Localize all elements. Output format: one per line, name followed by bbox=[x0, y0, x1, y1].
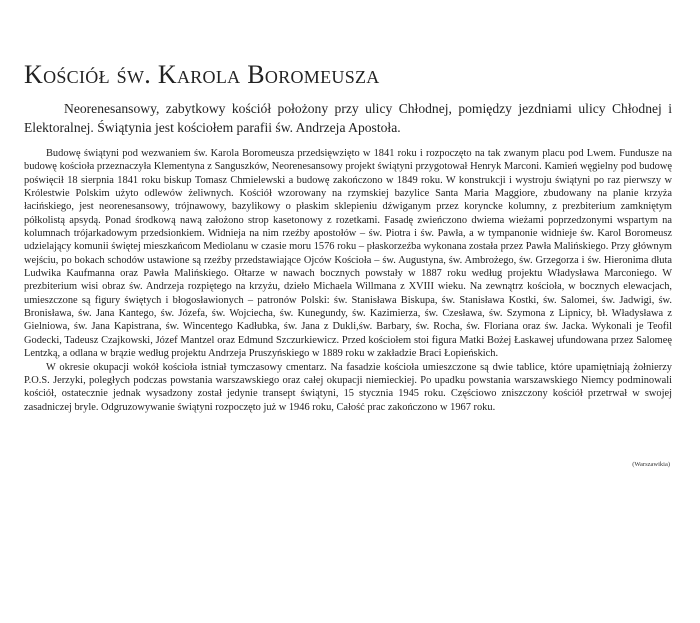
article-title: Kościół św. Karola Boromeusza bbox=[24, 60, 380, 89]
body-paragraph: W okresie okupacji wokół kościoła istniał tymczasowy cmentarz. Na fasadzie kościoła umieszczone są dwie tablice, które upamiętniają żołnierzy P.O.S. Jerzyki, poległych podczas powstania warszawskiego oraz całej okupacji niemieckiej. Po upadku powstania warszawskiego Niemcy podminowali kościół, ostatecznie jednak wysadzony został jedynie transept świątyni, 15 stycznia 1945 roku. Częściowo zniszczony kościół przetrwał w swojej zasadniczej bryle. Odgruzowywanie świątyni rozpoczęto już w 1946 roku, Całość prac zakończono w 1967 roku. bbox=[24, 361, 672, 413]
body-paragraph: Budowę świątyni pod wezwaniem św. Karola Boromeusza przedsięwzięto w 1841 roku i rozpoczęto na tak zwanym placu pod Lwem. Fundusze na budowę kościoła przeznaczyła Klementyna z Sanguszków, Neorenesansowy projekt świątyni przygotował Henryk Marconi. Kamień węgielny pod budowę poświęcił 18 sierpnia 1841 roku biskup Tomasz Chmielewski a budowę zakończono w 1849 roku. W konstrukcji i wystroju świątyni po raz pierwszy w Królestwie Polskim użyto odlewów żeliwnych. Kościół wzorowany na rzymskiej bazylice Santa Maria Maggiore, zbudowany na planie krzyża łacińskiego, jest neorenesansowy, trójnawowy, bazylikowy o płaskim sklepieniu dźwiganym przez koryncke kolumny, z prezbiterium zamkniętym półkolistą apsydą. Ponad środkową nawą założono strop kasetonowy z rozetkami. Fasadę zwieńczono dwiema wieżami poprzedzonymi wspartym na kolumnach trójarkadowym przedsionkiem. Widnieja na nim rzeźby apostołów – św. Piotra i św. Pawła, a w tympanonie widnieje św. Karol Boromeusz udzielający komunii świętej mieszkańcom Mediolanu w czasie moru 1576 roku – płaskorzeźba wykonana została przez Pawła Malińskiego. Przy głównym wejściu, po bokach schodów ustawione są rzeźby przedstawiające Ojców Kościoła – św. Augustyna, św. Ambrożego, św. Grzegorza i św. Hieronima dłuta Ludwika Kaufmanna oraz Pawła Malińskiego. Ołtarze w nawach bocznych powstały w 1887 roku według projektu Władysława Marconiego. W prezbiterium wisi obraz św. Andrzeja rozpiętego na krzyżu, dzieło Michaela Willmana z XVIII wieku. Na zewnątrz kościoła, w bocznych elewacjach, umieszczone są figury świętych i błogosławionych – patronów Polski: św. Stanisława Biskupa, św. Stanisława Kostki, św. Salomei, św. Jadwigi, św. Bronisława, św. Jana Kantego, św. Józefa, św. Wojciecha, św. Kunegundy, św. Kazimierza, św. Czesława, św. Szymona z Lipnicy, bł. Władysława z Gielniowa, św. Jana Kapistrana, św. Wincentego Kadłubka, św. Jana z Dukli,św. Barbary, św. Rocha, św. Floriana oraz św. Jacka. Wykonali je Teofil Godecki, Tadeusz Czajkowski, Józef Mantzel oraz Edmund Szczurkiewicz. Przed kościołem stoi figura Matki Bożej Łaskawej ufundowana przez Salomeę Lentzką, a odlana w brązie według projektu Andrzeja Pruszyńskiego w 1889 roku w zakładzie Braci Łopieńskich. bbox=[24, 148, 672, 360]
article-body bbox=[24, 147, 672, 414]
source-credit: (Warszawikia) bbox=[632, 461, 670, 468]
article-lead: Neorenesansowy, zabytkowy kościół położony przy ulicy Chłodnej, pomiędzy jezdniami ulicy Chłodnej i Elektoralnej. Świątynia jest kościołem parafii św. Andrzeja Apostoła. bbox=[24, 101, 672, 135]
